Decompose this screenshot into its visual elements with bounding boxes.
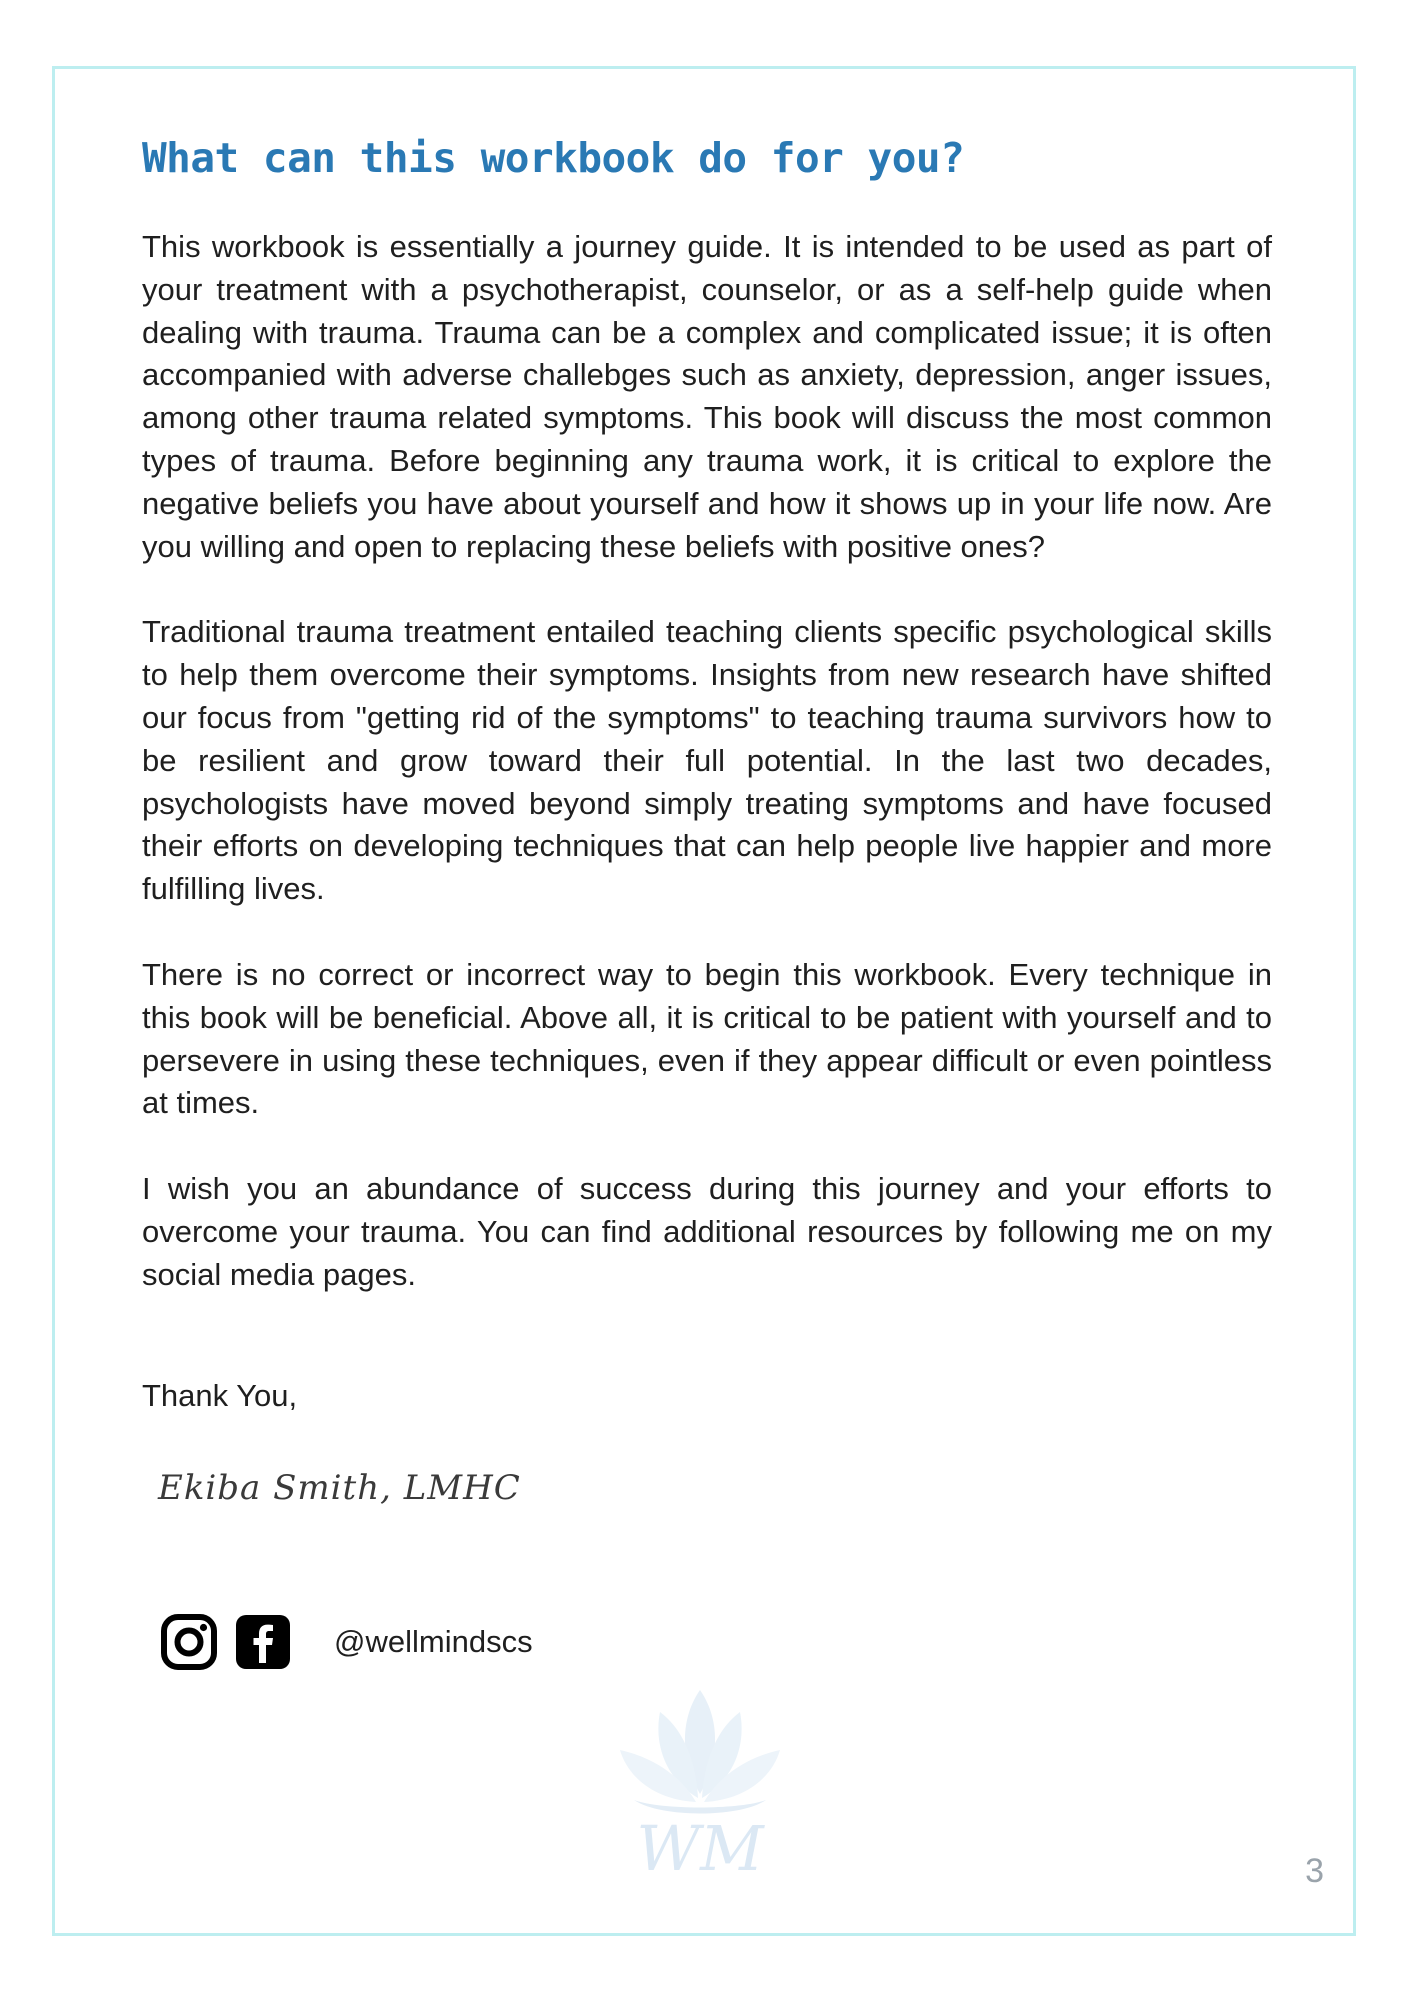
page-title: What can this workbook do for you? [142, 134, 965, 182]
paragraph-treatment: Traditional trauma treatment entailed teaching clients specific psychological skills to help them overcome their symptoms. Insights from new research have shifted our focus from "getting rid of the symptoms" to teaching trauma survivors how to be resilient and grow toward their full potential. In the last two decades, psychologists have moved beyond simply treating symptoms and have focused their efforts on developing techniques that can help people live happier and more fulfilling lives. [142, 614, 1272, 907]
lotus-watermark-logo [600, 1682, 800, 1882]
watermark-monogram: WM [636, 1812, 764, 1882]
instagram-icon[interactable] [160, 1613, 218, 1671]
closing-text: Thank You, [142, 1378, 298, 1413]
signature: Ekiba Smith, LMHC [158, 1468, 521, 1508]
body-text [142, 226, 1272, 1340]
social-handle[interactable]: @wellmindscs [334, 1624, 533, 1659]
paragraph-approach: There is no correct or incorrect way to begin this workbook. Every technique in this book will be beneficial. Above all, it is critical to be patient with yourself and to persevere in using these techniques, even if they appear difficult or even pointless at times. [142, 956, 1272, 1121]
paragraph-intro: This workbook is essentially a journey guide. It is intended to be used as part of your treatment with a psychotherapist, counselor, or as a self-help guide when dealing with trauma. Trauma can be a complex and complicated issue; it is often accompanied with adverse challebges such as anxiety, depression, anger issues, among other trauma related symptoms. This book will discuss the most common types of trauma. Before beginning any trauma work, it is critical to explore the negative beliefs you have about yourself and how it shows up in your life now. Are you willing and open to replacing these beliefs with positive ones? [142, 229, 1272, 564]
social-links [160, 1612, 533, 1672]
page-number: 3 [1305, 1852, 1324, 1890]
facebook-icon[interactable] [234, 1613, 292, 1671]
paragraph-wishes: I wish you an abundance of success during this journey and your efforts to overcome your trauma. You can find additional resources by following me on my social media pages. [142, 1171, 1272, 1292]
